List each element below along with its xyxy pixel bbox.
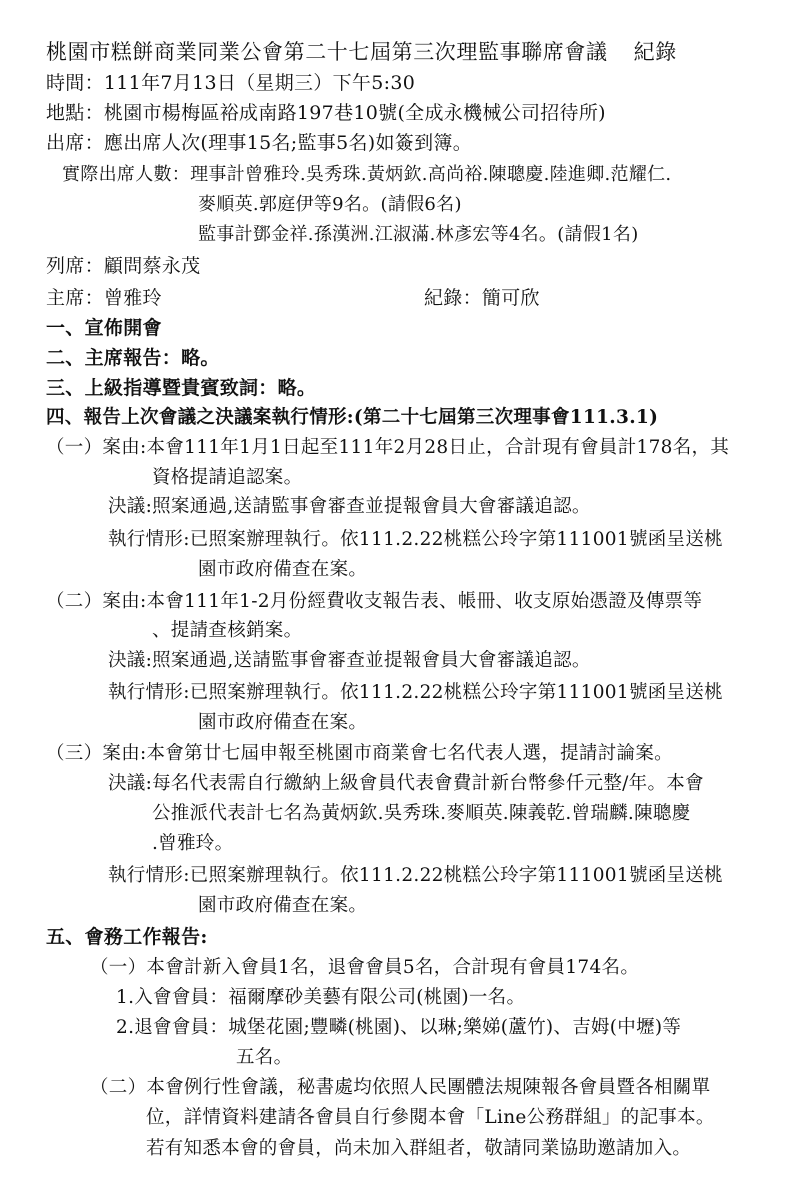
work-item-1-joined: 1.入會會員：福爾摩砂美藝有限公司(桃園)一名。 — [116, 987, 526, 1008]
section-3-heading: 三、上級指導暨貴賓致詞：略。 — [46, 377, 317, 399]
case-2-subject-cont: 、提請查核銷案。 — [152, 620, 303, 641]
chair: 主席：曾雅玲 — [46, 287, 162, 309]
case-3-execution: 執行情形:已照案辦理執行。依111.2.22桃糕公玲字第111001號函呈送桃 — [108, 865, 723, 886]
case-3-resolution-cont-2: .曾雅玲。 — [152, 833, 234, 854]
section-1-heading: 一、宣佈開會 — [46, 317, 162, 339]
work-item-2-cont-2: 若有知悉本會的會員，尚未加入群組者，敬請同業協助邀請加入。 — [146, 1138, 692, 1159]
observer: 列席：顧問蔡永茂 — [46, 255, 201, 277]
case-1-execution-cont: 園市政府備查在案。 — [198, 559, 368, 580]
case-1-subject-cont: 資格提請追認案。 — [152, 467, 303, 488]
actual-attendance-line-2: 麥順英.郭庭伊等9名。(請假6名) — [198, 194, 462, 215]
section-4-heading: 四、報告上次會議之決議案執行情形:(第二十七屆第三次理事會111.3.1) — [46, 407, 659, 428]
case-2-execution-cont: 園市政府備查在案。 — [198, 712, 368, 733]
case-2-subject: （二）案由:本會111年1-2月份經費收支報告表、帳冊、收支原始憑證及傳票等 — [46, 591, 703, 612]
recorder: 紀錄：簡可欣 — [424, 287, 540, 309]
meeting-place: 地點：桃園市楊梅區裕成南路197巷10號(全成永機械公司招待所) — [46, 102, 606, 124]
work-item-1-left: 2.退會會員：城堡花園;豐疄(桃園)、以琳;樂娣(蘆竹)、吉姆(中壢)等 — [116, 1017, 682, 1038]
section-2-heading: 二、主席報告：略。 — [46, 347, 220, 369]
attendance-required: 出席：應出席人次(理事15名;監事5名)如簽到簿。 — [46, 132, 472, 154]
actual-attendance-line-3: 監事計鄧金祥.孫漢洲.江淑滿.林彥宏等4名。(請假1名) — [198, 224, 639, 245]
section-5-heading: 五、會務工作報告: — [46, 926, 208, 948]
case-2-execution: 執行情形:已照案辦理執行。依111.2.22桃糕公玲字第111001號函呈送桃 — [108, 682, 723, 703]
title-suffix: 紀錄 — [633, 40, 677, 64]
case-1-subject: （一）案由:本會111年1月1日起至111年2月28日止，合計現有會員計178名，其 — [46, 437, 730, 458]
work-item-2: （二）本會例行性會議，秘書處均依照人民團體法規陳報各會員暨各相關單 — [90, 1077, 711, 1098]
case-1-execution: 執行情形:已照案辦理執行。依111.2.22桃糕公玲字第111001號函呈送桃 — [108, 529, 723, 550]
actual-attendance-line-1: 實際出席人數：理事計曾雅玲.吳秀珠.黃炳欽.高尚裕.陳聰慶.陸進卿.范耀仁. — [62, 164, 672, 185]
case-3-resolution: 決議:每名代表需自行繳納上級會員代表會費計新台幣參仟元整/年。本會 — [108, 773, 704, 794]
case-3-subject: （三）案由:本會第廿七屆申報至桃園市商業會七名代表人選，提請討論案。 — [46, 743, 673, 764]
case-1-resolution: 決議:照案通過,送請監事會審查並提報會員大會審議追認。 — [108, 496, 591, 517]
work-item-1-left-cont: 五名。 — [236, 1047, 293, 1068]
case-3-resolution-cont-1: 公推派代表計七名為黃炳欽.吳秀珠.麥順英.陳義乾.曾瑞麟.陳聰慶 — [152, 803, 691, 824]
document-title — [46, 40, 677, 64]
work-item-2-cont-1: 位，詳情資料建請各會員自行參閱本會「Line公務群組」的記事本。 — [146, 1107, 715, 1128]
case-2-resolution: 決議:照案通過,送請監事會審查並提報會員大會審議追認。 — [108, 650, 591, 671]
title-text: 桃園市糕餅商業同業公會第二十七屆第三次理監事聯席會議 — [46, 40, 608, 64]
case-3-execution-cont: 園市政府備查在案。 — [198, 895, 368, 916]
meeting-time: 時間：111年7月13日（星期三）下午5:30 — [46, 72, 416, 94]
work-item-1: （一）本會計新入會員1名，退會會員5名，合計現有會員174名。 — [90, 957, 640, 978]
